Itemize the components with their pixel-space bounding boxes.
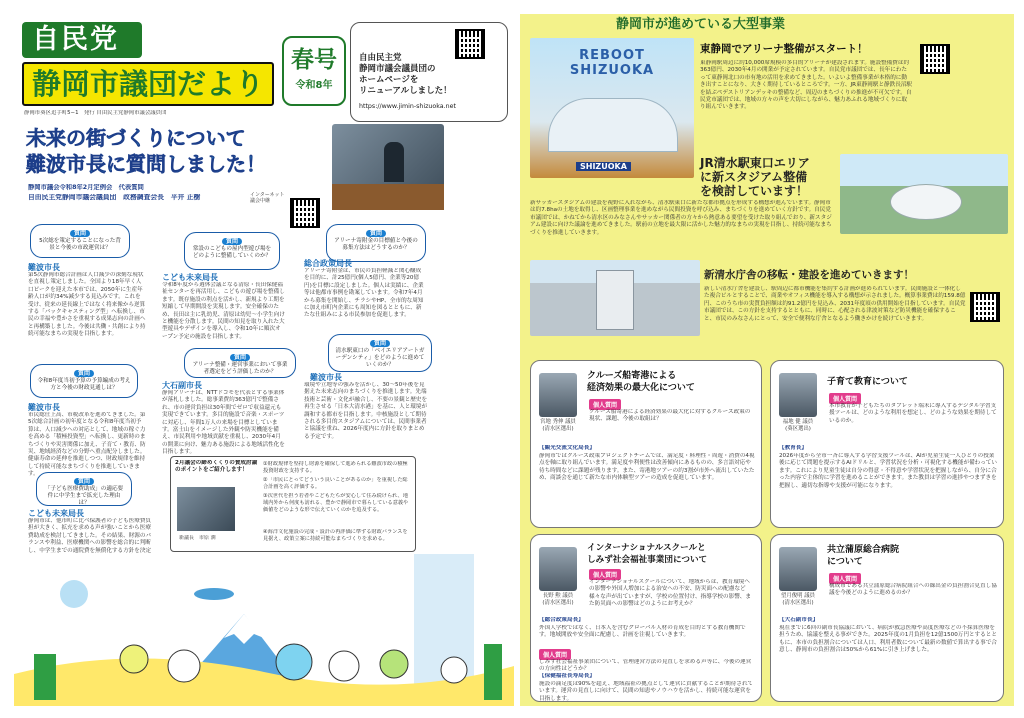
character	[120, 645, 148, 673]
issue-box	[282, 36, 346, 106]
card-answer: 静岡市ではクルーズ政策プロジェクトチームでは、満足度・料理性・周遊・消費の4視点を軸に取り組んでいます。満足度や利便性は改善傾向にあるものの、多言語対応や待ち時間などに課題が残ります。また、寄港地ツアーの約3割が市外へ流出していたため、商談会を通じて新たな市内体験型ツアーの造成を促進しています。	[539, 453, 755, 482]
left-page	[14, 14, 514, 706]
card-question: しみず社会福祉事業団について、管理運営方法の見直しを求める声等に、今後の運営の方向性はどうか？	[539, 659, 752, 673]
character	[276, 644, 312, 680]
debate-item: ①財政規律を堅持し財源を確保して進められる難波市政の積極投資財政を支持する。	[263, 461, 408, 474]
address-line: 静岡市葵区追手町5−1 発行 自由民主党静岡市議会議員団	[24, 110, 167, 116]
member-name: 福地 健 議員 (葵区選出)	[782, 419, 814, 432]
office-text: 新しい清水庁舎を建設し、駅周辺に都市機能を集約する計画が進められています。民間施設と一体化した複合ビルとすることで、商業やオフィス機能を導入する構想が示されました。概算事業費は約159.8億円、このうち市の実質負担額は約91.2億円を見込み、2031年度頃の供用開始を目指しています。自民党市議団では、この方針を支持するとともに、同時に、心配される津波対策など防災機能を確保すること、市民のみなさんにとって、安全で便利な庁舎となるよう働きかけを続けていきます。	[704, 286, 966, 322]
card-question: クルーズ船寄港による経済効果の最大化に対するクルーズ政策の現状、課題、今後の取組は？	[589, 409, 751, 423]
hp-notice	[350, 22, 508, 122]
page-title: 静岡市議団だより	[32, 67, 265, 101]
tree	[34, 654, 56, 700]
member-photo	[539, 547, 577, 591]
question-text: 常設のこどもの屋内型遊び場をどのように整備していくのか？	[192, 246, 272, 259]
card-title-2: について	[827, 557, 863, 567]
card-answer-label: 【観光交流文化局長】	[539, 445, 595, 451]
town-illustration	[14, 554, 514, 706]
question-badge: 個人質問	[589, 569, 621, 580]
member-name: 宮地 秀伸 議員 (清水区選出)	[540, 419, 576, 432]
arena-image	[530, 38, 694, 178]
tree	[484, 644, 502, 700]
card-question: 構成市である共立蒲原総合病院組合への繰出金の負担割合見直し協議を今後どのように進めるのか？	[829, 583, 997, 597]
question-tag: 質問	[74, 478, 94, 485]
podium	[332, 184, 444, 210]
answer-label: 難波市長	[28, 403, 60, 412]
arena-logo: REBOOT SHIZUOKA	[569, 48, 655, 78]
card-title-2: 経済効果の最大化について	[587, 383, 695, 393]
card-title-1: 子育て教育について	[827, 377, 908, 387]
right-page	[520, 14, 1014, 706]
card-answer-label: 【総合政策局長】	[539, 617, 584, 623]
card-answer: 施設の満足度は90%を超え、地域福祉の拠点として運営に貢献することが期待されています。運営の見直しに向けて、民間の知恵やノウハウを活かし、持続可能な運営を目指します。	[539, 681, 754, 701]
question-bubble	[184, 348, 296, 378]
answer-label: 難波市長	[28, 263, 60, 272]
stadium-image	[840, 154, 1008, 234]
question-bubble	[328, 334, 432, 372]
masthead	[22, 22, 274, 122]
question-tag: 質問	[222, 238, 242, 245]
issue-era: 令和8年	[295, 80, 333, 91]
question-bubble	[30, 364, 138, 398]
office-image	[530, 260, 700, 336]
answer-label: 難波市長	[310, 373, 342, 382]
answer-label: 大石副市長	[162, 381, 202, 390]
office-building	[596, 270, 634, 330]
stadium-text: 新サッカースタジアムの建設を視野に入れながら、清水駅東口に新たな都市拠点を形成する構想が進んでいます。静岡市は約7.8haの土地を取得し、区画整理事業を進めながら民間投資を呼び込み、まちづくりを進めていく方針です。自民党市議団では、かねてから清水区のみなさんやサッカー関係者の方々から熱意ある要望を受けた取り組んでおり、新スタジアム建設に向けた議論を進めてきました。駅前の立地を最大限に活かした魅力的なまちの実現を目指し、持続可能なまちづくりを推進していきます。	[530, 200, 832, 236]
hp-url[interactable]: https://www.jimin-shizuoka.net	[359, 103, 456, 110]
debate-item: ④海洋文化施設の完成・設計の再評価に準ずる財政バランスを見据え、政策立案に持続可能なまちづくりを求める。	[263, 529, 408, 542]
card-title-1: 共立蒲原総合病院	[827, 545, 900, 555]
question-card	[530, 360, 762, 528]
card-answer: 2026年度から全市一斉に導入する学習支援ツールは、AIが児童生徒一人ひとりの授業後に応じて問題を提示するAIドリルと、学習状況を分析・可視化する機能が備わっています。これにより児童生徒は自分の得意・不得意や学習状況を把握しながら、自分に合った内容で主体的に学習を進めることができます。また教員は学習の進捗やつまずきを把握し、適切な指導や支援が可能になります。	[779, 453, 997, 489]
question-badge: 個人質問	[589, 399, 621, 410]
question-text: アリーナ整備・運営事業において事業者選定をどう評価したのか？	[192, 362, 288, 375]
arena-building	[548, 98, 678, 152]
hp-line-4: リニューアルしました！	[359, 86, 452, 96]
headline-line-1: 未来の街づくりについて	[26, 126, 246, 150]
stadium-title-3: を検討しています！	[700, 184, 809, 198]
issue-season: 春号	[291, 47, 337, 73]
question-text: 「子ども医療費助成」の適応要件に中学生まで拡充した理由は？	[44, 486, 124, 506]
card-answer-label: 【大石副市長】	[779, 617, 819, 623]
question-bubble	[30, 224, 130, 258]
debate-box-title: 2月議会の締めくくりの賛成討論のポイントをご紹介します！	[175, 460, 258, 474]
card-question: インターナショナルスクールについて、地域からは、教育環境への影響や外国人増加による治安への不安、防災面への配慮など様々な声が出ていますが、学校の位置付け、指導学校の影響、また防災面への影響はどのようにお考えか？	[589, 579, 751, 608]
hp-line-2: 静岡市議会議員団の	[359, 64, 436, 74]
member-name: 長野 勲 議員 (清水区選出)	[542, 593, 574, 606]
hp-qr-code[interactable]	[455, 29, 485, 59]
answer-text: 市民総仕上高、市税改革を進めてきました。第5次総合計画の初年度となる令和8年度当初予算は、人口減少への対応として、地域の稼ぐ力を高める「積極投資型」へ転換し、更新時のまちづくりや災害関係に加え、子育て・教育、防災、地域経済などの分野へ重点配分しました。健康寿命の延伸を推進しつつ、財政規律を維持して持続可能なまちづくりを推進していきます。	[28, 412, 146, 478]
hp-line-1: 自由民主党	[359, 53, 402, 63]
question-text: アリーナ寄附金の目標値と今後の募集方法はどうするのか？	[334, 238, 418, 251]
card-title-1: クルーズ船寄港による	[587, 371, 677, 381]
session-line: 静岡市議会令和8年2月定例会 代表質問	[28, 184, 144, 191]
stadium-building	[890, 184, 962, 220]
card-answer: 現在までに6回の副市長協議において、病院が救急医療や高度医療などの不採算医療を担うため、協議を整える事ができた。2025年度の1月負担を12億1500万円とするとともに、本市の負担割合については人口、利用者数について最新の数値で算出する事で合意し、静岡市の負担割合は50%から61%に引き上げました。	[779, 625, 997, 654]
stadium-title-2: に新スタジアム整備	[700, 170, 808, 184]
arena-text: 東静岡駅周辺に約10,000席規模の多目的アリーナが建設されます。施設整備費は約363億円、2030年4月の開業が予定されています。自民党市議団では、長年にわたって東静岡北口の市有地の活用を求めてきました。いよいよ整備事業が本格的に動き出すことになり、大きく期待しているところです。一方、JR東静岡駅と静鉄長沼駅を結ぶペデストリアンデッキの整備など、周辺のまちづくりの推進が不可欠です。自民党市議団では、地域の方々の声を大切にしながら、魅力あふれる地域づくりに取り組んでいきます。	[700, 60, 912, 111]
internet-qr-code[interactable]	[290, 198, 320, 228]
answer-text: 令和8年度から週休会議となる清原・長田保健福祉センターを再活用し、こどもの遊び場を整備します。既存施設の利点を活かし、新規より工期を短縮して早期開設を実現します。安全確保のため、長田は主に乳幼児、清原は幼児〜小学生向けと機能を分散します。民間の知見を取り入れた大型遊具やデザインを導入し、令和10年に順次オープン予定の施設を目指します。	[162, 282, 285, 340]
card-answer: 外国人学校ではなく、日本人を含むグローバル人材の育成を目的とする教育機関です。地域開放や安全面に配慮し、計画を注視していきます。	[539, 625, 746, 639]
answer-text: 静岡市は、他市町に比べ保護者の子ども医療費負担が大きく、拡充を求める声が強いことから医療費助成を検討してきました。その結果、財源のバランスや利益、医療機関への影響を総合的に判断し、中学生までの通院費を無償化する方針を決定	[28, 518, 152, 554]
member-photo	[539, 373, 577, 417]
card-question: 本市教育が子どもたちのタブレット端末に導入するデジタル学習支援ツールは、どのような利用を想定し、どのような効果を期待しているのか。	[829, 403, 997, 424]
answer-text: アリーナ寄附金は、市民の負担軽減と関心醸成を目的に、計25億円(個人5億円、企業等20億円)を目標に設定しました。個人は実績に、企業等は他都市事例を勘案しています。令和7年4月から募集を開始し、チラシやHP、全市的な周知に加え市町内企業にも周知を図るとともに、新たな仕組みによる市民参加を促進します。	[304, 268, 424, 319]
internet-label: インターネット議会中継	[250, 192, 285, 204]
answer-label: こども未来局長	[162, 273, 218, 282]
character	[168, 650, 200, 682]
party-name: 自民党	[32, 24, 119, 55]
question-bubble	[36, 472, 132, 506]
question-tag: 質問	[70, 230, 90, 237]
answer-text: 第5次静岡市総合計画は人口減少の深刻な現状を直視し策定しました。全国より18年早く人口ピークを迎えた本市では、2050年に生産年齢人口が約34%減少する見込みです。これを受け、従来の延長線上ではなく将来像から逆算する「バックキャスティング型」へ転換し、市民の幸福や豊かさを重視する成果志向の計画へと再構築しました。今後は共働・共創により持続可能なまちの実現を目指します。	[28, 272, 146, 338]
arena-sign: SHIZUOKA	[576, 162, 631, 171]
question-text: 5次総を策定することになった背景と今後の市政運営は？	[39, 238, 121, 251]
stadium-title	[700, 156, 860, 198]
question-badge: 個人質問	[539, 649, 571, 660]
question-text: 令和8年度当初予算の予算編成の考え方と今後の財政見通しは？	[37, 378, 131, 391]
answer-text: 環境や立地等の強みを活かし、30〜50年後を見据えた未来志向のまちづくりを推進します。先端技術と芸術・文化が融合し、不要の景観と歴史を再生させる「日本大清水港」を基に、人と環境が調和する都市を目指します。中核施設として期待される多目的スタジアムについては、民間事業者と協議を重ね、2026年度内に方針を取りまとめる予定です。	[304, 382, 428, 440]
character	[329, 651, 359, 681]
character	[380, 650, 408, 678]
headline-line-2: 難波市長に質問しました！	[26, 152, 266, 176]
hp-line-3: ホームページを	[359, 75, 419, 85]
question-tag: 質問	[366, 230, 386, 237]
section-banner: 静岡市が進めている大型事業	[616, 17, 786, 32]
question-tag: 質問	[230, 354, 250, 361]
chair-caption: 新議長 市原 潤	[179, 535, 216, 541]
card-answer-label: 【教育長】	[779, 445, 807, 451]
question-badge: 個人質問	[829, 573, 861, 584]
question-card	[770, 534, 1004, 702]
question-tag: 質問	[370, 340, 390, 347]
assembly-photo	[332, 124, 444, 210]
debate-item: ②「市民にとってどういう良いことがあるのか」を重視した総合計画を高く評価する。	[263, 477, 408, 490]
arena-qr-code[interactable]	[920, 44, 950, 74]
member-name: 望月俊明 議員 (清水区選出)	[780, 593, 816, 606]
debate-item: ③次世代を担う若者やこどもたちが安心して住み続けられ、地域内外から何度も訪れる、豊かで静岡市で暮らしている意義や価値をどのような形で伝えていくのかを追及する。	[263, 493, 409, 513]
character	[441, 657, 467, 683]
speaker	[384, 142, 404, 182]
helicopter	[194, 588, 234, 600]
card-answer-label: 【保健福祉長寿局長】	[539, 673, 595, 679]
member-photo	[779, 373, 817, 417]
debate-box	[170, 456, 416, 552]
question-card	[530, 534, 762, 702]
member-photo	[779, 547, 817, 591]
question-bubble	[184, 232, 280, 270]
answer-text: 静岡アリーナは、NTTドコモを代表とする事業体が落札しました。総事業費約363億円で整備され、市の運営負担は30年間でゼロで収益還元も実現できています。多目的施設で音楽・スポーツに対応し、年間1万人の来場を目標としています。富士山をイメージした外観や防災機能を備え、市民利用や地域貢献を重視し、2030年4月の開業に向け、魅力ある施設による地域活性化を目指します。	[162, 390, 285, 456]
questioner-line: 自由民主党静岡市議会議員団 政務調査会長 平井 正樹	[28, 194, 201, 201]
answer-label: こども未来局長	[28, 509, 84, 518]
chair-photo	[177, 487, 235, 531]
question-tag: 質問	[74, 370, 94, 377]
card-title-2: しみず社会福祉事業団について	[587, 555, 708, 565]
question-text: 清水駅東口の「ベイエリアアートガーデンシティ」をどのように進めていくのか？	[335, 348, 425, 368]
cloud	[60, 580, 88, 608]
office-qr-code[interactable]	[970, 292, 1000, 322]
answer-label: 総合政策局長	[304, 259, 352, 268]
question-bubble	[326, 224, 426, 262]
card-title-1: インターナショナルスクールと	[587, 543, 706, 553]
question-badge: 個人質問	[829, 393, 861, 404]
stadium-title-1: JR清水駅東口エリア	[700, 156, 810, 170]
question-card	[770, 360, 1004, 528]
office-title: 新清水庁舎の移転・建設を進めていきます！	[704, 269, 914, 281]
arena-title: 東静岡でアリーナ整備がスタート！	[700, 43, 868, 55]
